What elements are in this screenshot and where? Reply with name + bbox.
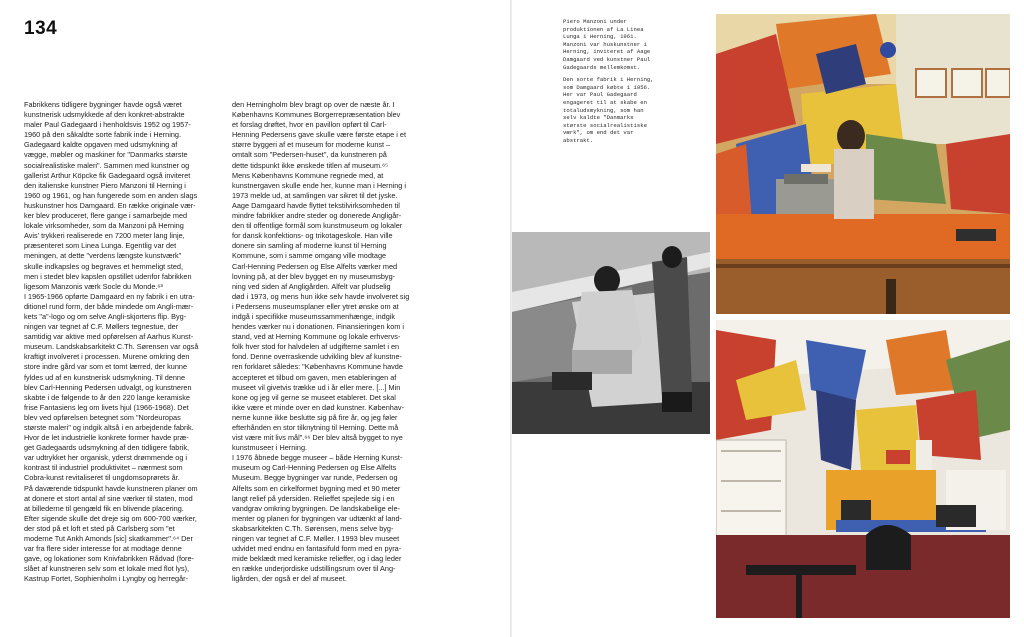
- text-line: accepteret et tilbud om gaven, men etableringen af: [232, 372, 397, 382]
- photo-gadegaard-office: [716, 14, 1010, 314]
- text-line: donere sin samling af moderne kunst til Herning: [232, 241, 387, 251]
- text-line: Fabrikkens tidligere bygninger havde også været: [24, 100, 182, 109]
- text-line: den Herningholm blev bragt op over de næste år. I: [232, 100, 395, 109]
- text-line: I 1976 åbnede begge museer – både Herning Kunst-: [232, 453, 403, 463]
- text-line: huskunstner hos Damgaard. En række originale vær-: [24, 200, 196, 210]
- text-line: blev ved opførelsen betegnet som "Nordeuropas: [24, 412, 181, 422]
- text-line: Københavns Kommunes Borgerrepræsentation blev: [232, 110, 401, 120]
- photo-gadegaard-interior-illustration: [716, 320, 1010, 618]
- text-line: Kommune, som i samme omgang ville modtage: [232, 251, 387, 261]
- caption-block-manzoni: [563, 18, 698, 71]
- text-line: moderne Tut Ankh Amonds [sic] skatkammer".⁶⁴ Der: [24, 534, 193, 544]
- caption-line: Damgaard ved kunstner Paul: [563, 55, 651, 63]
- caption-line: som Damgaard købte i 1956.: [563, 83, 651, 91]
- caption-line: Manzoni var huskunstner i: [563, 40, 647, 48]
- text-line: den til offentlige formål som kunstmuseum og lokaler: [232, 221, 403, 231]
- text-line: hendes værker nu i donationen. Finansieringen kom i: [232, 322, 404, 332]
- text-line: frise Fantasiens leg om livets hjul (1966-1968). Det: [24, 402, 189, 412]
- text-line: største maleri" og indgik altså i en arbejdende fabrik.: [24, 423, 194, 432]
- text-line: mide beklædt med keramiske relieffer, og i dag leder: [232, 554, 402, 564]
- caption-line: Lunga i Herning, 1961.: [563, 33, 637, 41]
- caption-line: værk", om end det var: [563, 129, 634, 137]
- text-line: samtidig var aktive med opførelsen af Aarhus Kunst-: [24, 332, 194, 342]
- text-line: kone og jeg vil gerne se museet etableret. Det skal: [232, 392, 396, 402]
- text-line: Cobra-kunst revitaliseret til ungdomsoprørets år.: [24, 473, 180, 483]
- text-line: at donere et stort antal af sine værker til staten, mod: [24, 493, 193, 503]
- text-line: museet vil givetvis trække ud i år eller mere. [...] Min: [232, 382, 401, 392]
- text-line: efterhånden en stor tilknytning til Herning. Dette må: [232, 423, 399, 432]
- text-line: kunstmuseer i Herning.: [232, 443, 308, 453]
- text-line: lovning på, at der blev bygget en ny museumsbyg-: [232, 271, 396, 281]
- text-line: folk hver stod for halvdelen af udgifterne samlet i en: [232, 342, 400, 352]
- text-line: På daværende tidspunkt havde kunstneren planer om: [24, 483, 198, 493]
- text-line: var fra flere sider interesse for at modtage denne: [24, 544, 182, 554]
- text-line: museum. Landskabsarkitekt C.Th. Sørensen var også: [24, 342, 199, 352]
- text-line: mindre fabrikker andre steder og donerede Angligår-: [232, 211, 402, 221]
- text-line: udvidet med endnu en fantasifuld form med en pyra-: [232, 544, 402, 554]
- text-line: maler Paul Gadegaard i henholdsvis 1952 og 1957-: [24, 120, 191, 130]
- text-line: var udtrykket her organisk, yderst drømmende og i: [24, 453, 188, 463]
- text-line: kraftigt involveret i processen. Murene omkring den: [24, 352, 190, 362]
- text-line: Aage Damgaard havde flyttet tekstilvirksomheden til: [232, 200, 400, 210]
- caption-block-sorte-fabrik: [563, 76, 698, 144]
- text-line: socialrealistiske maleri". Sammen med kunstner og: [24, 160, 190, 170]
- text-line: der stod på et loft et sted på Carlsberg som "et: [24, 523, 175, 533]
- caption-line: selv kaldte "Danmarks: [563, 114, 634, 122]
- text-line: død i 1973, og mens hun ikke selv havde involveret sig: [232, 291, 410, 301]
- text-line: 1960 på den såkaldte sorte fabrik inde i Herning.: [24, 130, 181, 140]
- text-line: gave, og lokationer som Knivfabrikken Rådvad (fore-: [24, 554, 194, 564]
- text-column-1: [24, 100, 222, 585]
- text-line: ning ved siden af Angligården. Alfelt var pludselig: [232, 281, 391, 291]
- text-line: skulle indkapsles og begraves et hemmeligt sted,: [24, 261, 183, 271]
- text-line: Avis' trykkeri realiserede en 7200 meter lang linje,: [24, 231, 185, 241]
- text-line: kunstnergaven skulle ende her, kunne man i Herning i: [232, 180, 407, 190]
- photo-gadegaard-office-illustration: [716, 14, 1010, 314]
- text-line: Hvor de let industrielle konkrete former havde præ-: [24, 433, 189, 443]
- text-column-2: [232, 100, 430, 585]
- text-line: lokale virksomheder, som da Manzoni på Herning: [24, 221, 184, 231]
- text-line: omtalt som "Pedersen-huset", da kunstneren på: [232, 150, 387, 160]
- text-line: en række underjordiske udstillingsrum over til Ang-: [232, 564, 396, 574]
- text-line: dette tidspunkt ikke ønskede titlen af museum.⁶⁵: [232, 160, 389, 170]
- text-line: slået af kunstneren selv som et lokale med flot lys),: [24, 564, 190, 574]
- text-line: ningen var tegnet af C.F. Møller. I 1993 blev museet: [232, 534, 400, 544]
- text-line: ligården, der også er del af museet.: [232, 574, 347, 584]
- caption-line: største socialrealistiske: [563, 121, 647, 129]
- caption-line: Gadegaards mellemkomst.: [563, 63, 641, 71]
- caption-line: Piero Manzoni under: [563, 18, 627, 25]
- text-line: indgå i specifikke museumssammenhænge, indgik: [232, 311, 396, 321]
- text-line: Mens Københavns Kommune regnede med, at: [232, 170, 384, 180]
- text-line: meningen, at dette "verdens længste kunstværk": [24, 251, 182, 261]
- text-line: Efter sigende skulle det dreje sig om 600-700 værker,: [24, 513, 197, 523]
- photo-manzoni-linea-lunga: [512, 232, 710, 434]
- text-line: 1960 og 1961, og han fungerede som en anden slags: [24, 190, 198, 200]
- photo-manzoni-illustration: [512, 232, 710, 434]
- text-line: Museum. Begge bygninger var runde, Pedersen og: [232, 473, 398, 483]
- text-line: kets "a"-logo og om selve Angli-skjortens flip. Byg-: [24, 311, 187, 321]
- text-line: større byggeri af et museum for moderne kunst –: [232, 140, 391, 150]
- text-line: Henning Pedersens gave skulle være første etape i et: [232, 130, 407, 140]
- caption-line: produktionen af La Linea: [563, 25, 644, 33]
- caption-line: engageret til at skabe en: [563, 98, 647, 106]
- text-line: vandgrav omkring bygningen. De landskabelige ele-: [232, 503, 400, 513]
- text-line: ren forklaret således: "Københavns Kommune havde: [232, 362, 403, 372]
- caption-line: Den sorte fabrik i Herning,: [563, 76, 654, 84]
- text-line: skabte i de følgende to år den 220 lange keramiske: [24, 392, 190, 402]
- text-line: get Gadegaards udsmykning af den tidligere fabrik,: [24, 443, 190, 453]
- text-line: præsenteret som Linea Lunga. Egentlig var det: [24, 241, 177, 251]
- text-line: gallerist Arthur Köpcke fik Gadegaard også inviteret: [24, 170, 191, 180]
- page-number: 134: [24, 18, 58, 39]
- text-line: skabsarkitekten C.Th. Sørensen, mens selve byg-: [232, 523, 394, 533]
- text-line: ditionel rund form, der både mindede om Angli-mær-: [24, 301, 194, 311]
- text-line: kunstnerisk udsmykkede af den konkret-abstrakte: [24, 110, 185, 120]
- text-line: ikke være et minde over en død kunstner. Københav-: [232, 402, 404, 412]
- caption-line: abstrakt.: [563, 136, 594, 144]
- text-line: men i stedet blev kapslen opstillet udenfor fabrikken: [24, 271, 192, 281]
- text-line: Kastrup Fortet, Sophienholm i Lyngby og herregår-: [24, 574, 188, 584]
- text-line: nerne kunne ikke beslutte sig på fire år, og jeg føler: [232, 412, 398, 422]
- text-line: 1973 melde ud, at samlingen var sikret til det jyske.: [232, 190, 398, 200]
- text-line: vægge, møbler og maskiner for "Danmarks største: [24, 150, 188, 160]
- text-line: Alfelts som en cirkelformet bygning med et 90 meter: [232, 483, 401, 493]
- text-line: vist være mit livs mål".⁶⁶ Der blev altså bygget to nye: [232, 433, 403, 443]
- text-line: menter og planen for bygningen var udtænkt af land-: [232, 513, 402, 523]
- caption-line: Her var Paul Gadegaard: [563, 91, 637, 99]
- text-line: fyldes ud af en kunstnerisk udsmykning. Til denne: [24, 372, 186, 382]
- text-line: ningen var tegnet af C.F. Møllers tegnestue, der: [24, 322, 179, 332]
- text-line: museum og Carl-Henning Pedersen og Else Alfelts: [232, 463, 397, 473]
- text-line: I 1965-1966 opførte Damgaard en ny fabrik i en utra-: [24, 291, 195, 301]
- text-line: Carl-Henning Pedersen og Else Alfelts værker med: [232, 261, 398, 271]
- text-line: langt relief på ydersiden. Relieffet spejlede sig i en: [232, 493, 395, 503]
- text-line: et forslag drøftet, hvor en pavillon opført til Carl-: [232, 120, 387, 130]
- text-line: blev Carl-Henning Pedersen udvalgt, og kunstneren: [24, 382, 192, 392]
- photo-gadegaard-interior: [716, 320, 1010, 618]
- caption-line: totaludsmykning, som han: [563, 106, 644, 114]
- text-line: kontrast til industriel produktivitet – nærmest som: [24, 463, 183, 473]
- text-line: den italienske kunstner Piero Manzoni til Herning i: [24, 180, 186, 190]
- photo-caption: [563, 18, 698, 150]
- text-line: i Pedersens museumsplaner eller ytret ønske om at: [232, 301, 399, 311]
- text-line: ker blev produceret, flere gange i samarbejde med: [24, 211, 188, 221]
- text-line: for dansk konfektions- og trikotageskole. Han ville: [232, 231, 393, 241]
- left-page: [0, 0, 511, 637]
- text-line: at billederne til gengæld fik en blivende placering.: [24, 503, 184, 513]
- text-line: stand, ved at Herning Kommune og lokale erhvervs-: [232, 332, 401, 342]
- text-line: Gadegaard kaldte opgaven med udsmykning af: [24, 140, 178, 150]
- text-line: store indre gård var som et tomt lærred, der kunne: [24, 362, 188, 372]
- caption-line: Herning, inviteret af Aage: [563, 48, 651, 56]
- text-line: fond. Denne overraskende udvikling blev af kunstne-: [232, 352, 402, 362]
- text-line: ligesom Manzonis værk Socle du Monde.⁶³: [24, 281, 163, 291]
